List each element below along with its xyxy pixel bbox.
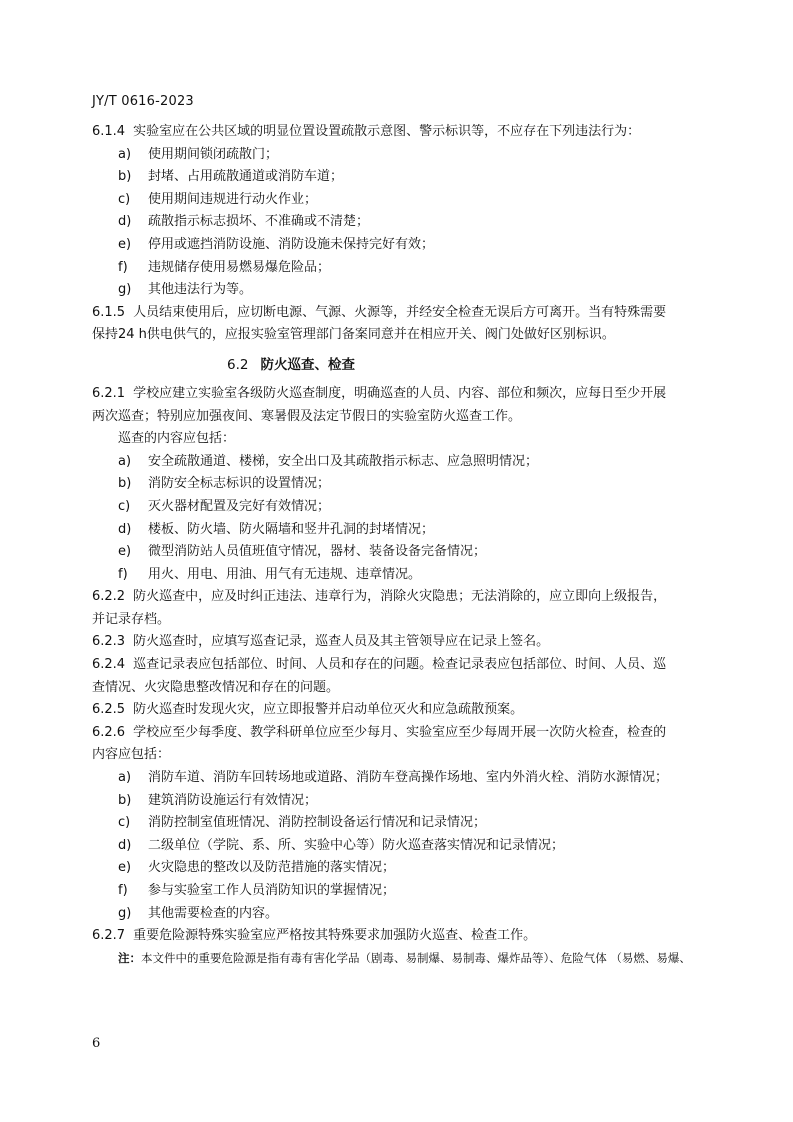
clause-6-2-1-list xyxy=(92,451,732,587)
clause-number: 6.2.5 xyxy=(92,702,126,718)
clause-6-2-6-continued: 内容应包括： xyxy=(92,747,171,763)
list-item: a) 使用期间锁闭疏散门； xyxy=(118,146,279,162)
list-item: b) 建筑消防设施运行有效情况； xyxy=(118,792,318,808)
list-item: b) 消防安全标志标识的设置情况； xyxy=(118,476,331,492)
clause-number: 6.2.7 xyxy=(92,928,126,944)
clause-6-2-6-list xyxy=(92,767,732,925)
clause-6-1-4-list xyxy=(92,144,732,302)
section-title: 防火巡查、检查 xyxy=(260,356,355,373)
clause-number: 6.2.2 xyxy=(92,589,126,605)
list-item: f) 违规储存使用易燃易爆危险品； xyxy=(118,259,331,275)
page-content xyxy=(92,121,732,968)
clause-text: 实验室应在公共区域的明显位置设置疏散示意图、警示标识等，不应存在下列违法行为： xyxy=(133,124,641,139)
list-item: g) 其他需要检查的内容。 xyxy=(118,905,279,921)
section-heading-6-2 xyxy=(92,353,732,377)
note-text: 本文件中的重要危险源是指有毒有害化学品（剧毒、易制爆、易制毒、爆炸品等）、危险气体 （易燃、易爆、 xyxy=(141,950,691,965)
list-item: c) 使用期间违规进行动火作业； xyxy=(118,191,318,207)
list-item: c) 消防控制室值班情况、消防控制设备运行情况和记录情况； xyxy=(118,815,487,831)
clause-number: 6.1.5 xyxy=(92,304,126,320)
list-item: d) 楼板、防火墙、防火隔墙和竖井孔洞的封堵情况； xyxy=(118,521,435,537)
list-item: d) 二级单位（学院、系、所、实验中心等）防火巡查落实情况和记录情况； xyxy=(118,837,565,853)
clause-6-2-3 xyxy=(92,631,732,654)
clause-number: 6.2.1 xyxy=(92,385,126,401)
list-item: a) 安全疏散通道、楼梯，安全出口及其疏散指示标志、应急照明情况； xyxy=(118,453,539,469)
clause-6-2-5 xyxy=(92,699,732,722)
list-item: g) 其他违法行为等。 xyxy=(118,282,253,298)
clause-6-2-2 xyxy=(92,586,732,609)
clause-text: 巡查记录表应包括部位、时间、人员和存在的问题。检查记录表应包括部位、时间、人员、巡 xyxy=(133,657,667,673)
clause-text: 重要危险源特殊实验室应严格按其特殊要求加强防火巡查、检查工作。 xyxy=(133,928,537,944)
list-item: d) 疏散指示标志损坏、不准确或不清楚； xyxy=(118,214,370,230)
clause-6-2-4-continued: 查情况、火灾隐患整改情况和存在的问题。 xyxy=(92,679,340,695)
clause-text: 防火巡查时，应填写巡查记录，巡查人员及其主管领导应在记录上签名。 xyxy=(133,634,550,650)
clause-6-1-4 xyxy=(92,121,732,144)
clause-6-2-6 xyxy=(92,722,732,745)
clause-6-2-1-intro: 巡查的内容应包括： xyxy=(118,431,236,447)
clause-6-2-1 xyxy=(92,383,732,406)
note-label: 注： xyxy=(118,950,141,965)
list-item: c) 灭火器材配置及完好有效情况； xyxy=(118,498,331,514)
list-item: e) 微型消防站人员值班值守情况，器材、装备设备完备情况； xyxy=(118,544,487,560)
clause-text: 学校应至少每季度、教学科研单位应至少每月、实验室应至少每周开展一次防火检查，检查的 xyxy=(133,724,667,740)
clause-text: 学校应建立实验室各级防火巡查制度，明确巡查的人员、内容、部位和频次，应每日至少开展 xyxy=(133,385,667,401)
list-item: a) 消防车道、消防车回转场地或道路、消防车登高操作场地、室内外消火栓、消防水源情况； xyxy=(118,770,669,786)
clause-6-2-7 xyxy=(92,925,732,948)
clause-text: 人员结束使用后，应切断电源、气源、火源等，并经安全检查无误后方可离开。当有特殊需要 xyxy=(133,304,667,320)
clause-6-2-1-continued: 两次巡查；特别应加强夜间、寒暑假及法定节假日的实验室防火巡查工作。 xyxy=(92,408,522,424)
note xyxy=(92,948,732,968)
list-item: f) 参与实验室工作人员消防知识的掌握情况； xyxy=(118,883,396,898)
clause-number: 6.2.4 xyxy=(92,657,126,673)
list-item: b) 封堵、占用疏散通道或消防车道； xyxy=(118,169,344,185)
clause-number: 6.2.3 xyxy=(92,634,126,650)
clause-text: 防火巡查中，应及时纠正违法、违章行为，消除火灾隐患；无法消除的，应立即向上级报告， xyxy=(133,589,667,605)
clause-number: 6.2.6 xyxy=(92,724,126,740)
clause-text: 防火巡查时发现火灾，应立即报警并启动单位灭火和应急疏散预案。 xyxy=(133,702,524,718)
clause-6-2-4 xyxy=(92,654,732,677)
clause-6-2-2-continued: 并记录存档。 xyxy=(92,611,171,627)
document-code: JY/T 0616-2023 xyxy=(92,94,194,109)
list-item: e) 火灾隐患的整改以及防范措施的落实情况； xyxy=(118,860,396,876)
clause-6-1-5-continued: 保持24 h供电供气的，应报实验室管理部门备案同意并在相应开关、阀门处做好区别标识。 xyxy=(92,327,615,343)
page-number: 6 xyxy=(92,1036,101,1051)
clause-6-1-5 xyxy=(92,302,732,325)
list-item: f) 用火、用电、用油、用气有无违规、违章情况。 xyxy=(118,566,422,582)
list-item: e) 停用或遮挡消防设施、消防设施未保持完好有效； xyxy=(118,236,435,252)
clause-number: 6.1.4 xyxy=(92,124,126,139)
section-number: 6.2 xyxy=(227,356,249,373)
